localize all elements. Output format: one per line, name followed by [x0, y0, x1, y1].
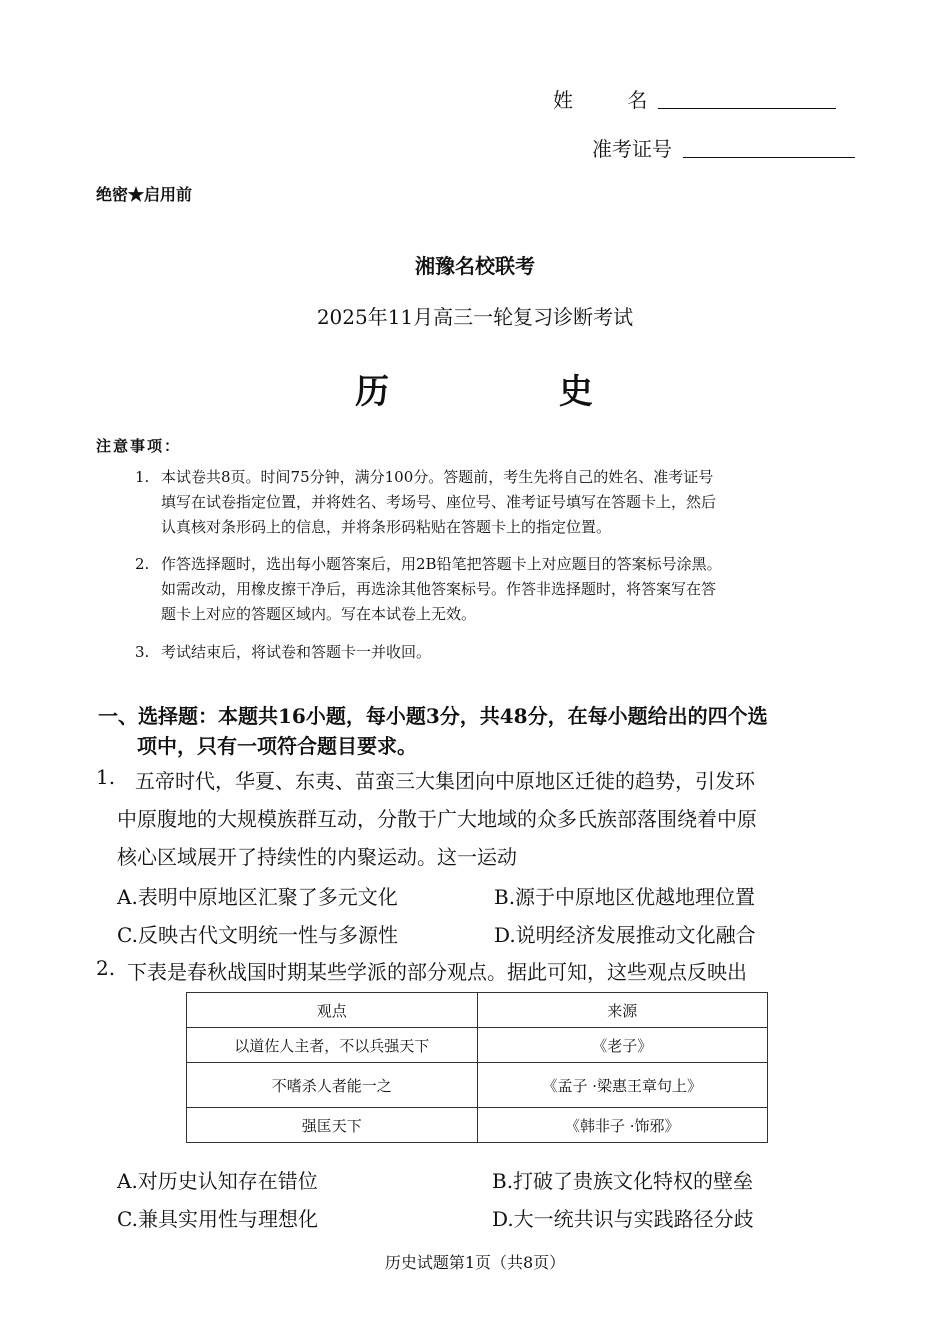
q1-option-a[interactable]: A.表明中原地区汇聚了多元文化 — [117, 885, 398, 909]
question-1-stem: 中原腹地的大规模族群互动，分散于广大地域的众多氏族部落围绕着中原 — [117, 807, 757, 831]
note-line: 作答选择题时，选出每小题答案后，用2B铅笔把答题卡上对应题目的答案标号涂黑。 — [161, 555, 722, 573]
question-1-stem: 核心区域展开了持续性的内聚运动。这一运动 — [117, 845, 517, 869]
name-field[interactable] — [658, 84, 836, 109]
secret-mark: 绝密★启用前 — [96, 185, 193, 204]
table-header-row — [187, 993, 768, 1028]
q2-option-a[interactable]: A.对历史认知存在错位 — [117, 1169, 318, 1193]
table-cell: 以道佐人主者，不以兵强天下 — [187, 1028, 478, 1063]
subject-title-text: 历 史 — [355, 372, 595, 412]
note-item — [135, 640, 855, 665]
name-label-text: 姓 名 — [553, 88, 652, 112]
q1-option-b[interactable]: B.源于中原地区优越地理位置 — [494, 885, 756, 909]
page-footer: 历史试题第1页（共8页） — [384, 1253, 566, 1272]
note-item — [135, 465, 855, 540]
id-label: 准考证号 — [592, 137, 672, 161]
table-header-cell: 观点 — [187, 993, 478, 1028]
q2-option-c[interactable]: C.兼具实用性与理想化 — [117, 1207, 318, 1231]
table-cell: 强匡天下 — [187, 1108, 478, 1143]
note-line: 如需改动，用橡皮擦干净后，再选涂其他答案标号。作答非选择题时，将答案写在答 — [161, 580, 717, 598]
note-line: 本试卷共8页。时间75分钟，满分100分。答题前，考生先将自己的姓名、准考证号 — [161, 468, 714, 486]
note-number: 1. — [135, 468, 150, 486]
table-row — [187, 1108, 768, 1143]
table-cell: 《老子》 — [477, 1028, 768, 1063]
q1-option-d[interactable]: D.说明经济发展推动文化融合 — [494, 923, 756, 947]
id-field[interactable] — [683, 133, 855, 158]
section-heading: 一、选择题：本题共16小题，每小题3分，共48分，在每小题给出的四个选 — [98, 704, 768, 728]
q2-option-b[interactable]: B.打破了贵族文化特权的壁垒 — [492, 1169, 754, 1193]
note-item — [135, 552, 855, 627]
note-line: 题卡上对应的答题区域内。写在本试卷上无效。 — [161, 605, 477, 623]
note-line: 认真核对条形码上的信息，并将条形码粘贴在答题卡上的指定位置。 — [161, 518, 612, 536]
section-heading-cont: 项中，只有一项符合题目要求。 — [137, 734, 417, 758]
note-line: 填写在试卷指定位置，并将姓名、考场号、座位号、准考证号填写在答题卡上，然后 — [161, 493, 717, 511]
subject-title — [0, 364, 950, 413]
table-row — [187, 1063, 768, 1108]
table-cell: 《韩非子 ·饰邪》 — [477, 1108, 768, 1143]
table-cell: 不嗜杀人者能一之 — [187, 1063, 478, 1108]
viewpoints-table — [186, 992, 768, 1143]
note-number: 3. — [135, 643, 150, 661]
question-2-number: 2. — [96, 956, 116, 980]
question-1-number: 1. — [96, 765, 116, 789]
exam-title: 2025年11月高三一轮复习诊断考试 — [316, 305, 634, 329]
note-line: 考试结束后，将试卷和答题卡一并收回。 — [161, 643, 432, 661]
notes-title: 注意事项： — [96, 437, 182, 455]
q1-option-c[interactable]: C.反映古代文明统一性与多源性 — [117, 923, 398, 947]
name-label — [553, 84, 651, 113]
table-cell: 《孟子 ·梁惠王章句上》 — [477, 1063, 768, 1108]
table-row — [187, 1028, 768, 1063]
table-header-cell: 来源 — [477, 993, 768, 1028]
exam-org: 湘豫名校联考 — [415, 254, 535, 278]
question-2-stem: 下表是春秋战国时期某些学派的部分观点。据此可知，这些观点反映出 — [127, 960, 747, 984]
note-number: 2. — [135, 555, 150, 573]
q2-option-d[interactable]: D.大一统共识与实践路径分歧 — [492, 1207, 754, 1231]
question-1-stem: 五帝时代，华夏、东夷、苗蛮三大集团向中原地区迁徙的趋势，引发环 — [135, 769, 755, 793]
